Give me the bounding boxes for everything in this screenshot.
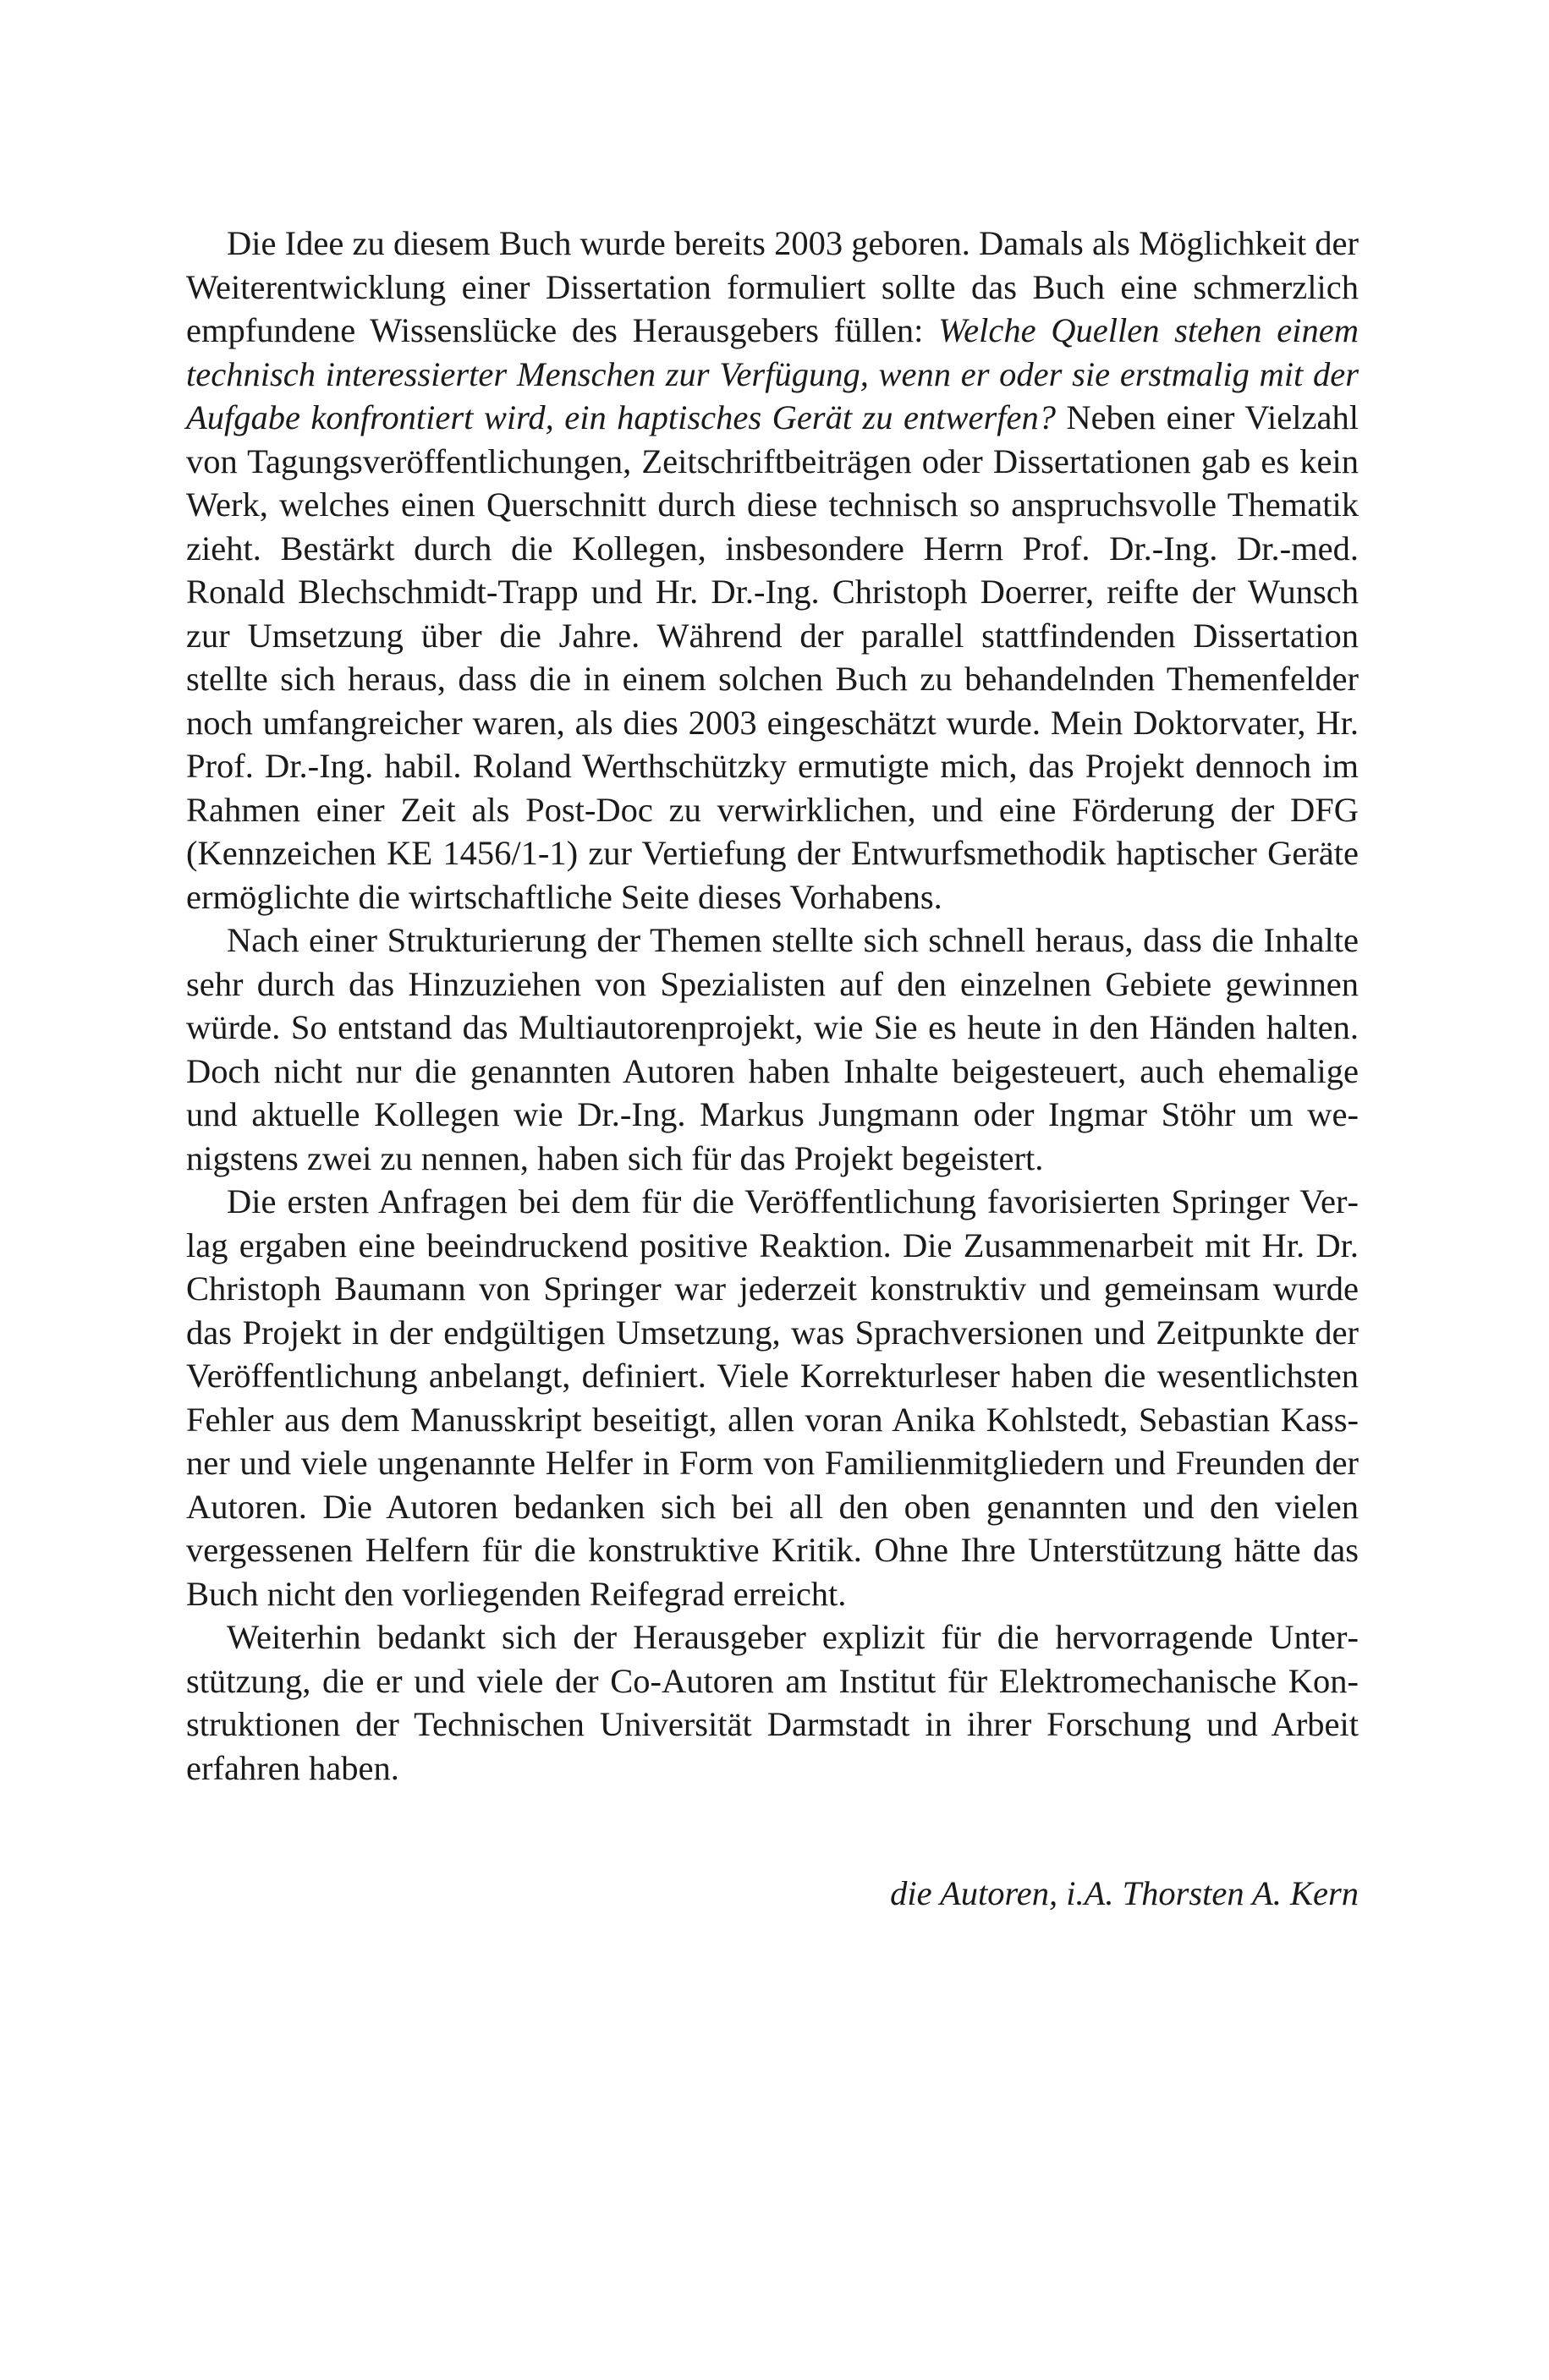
paragraph-1 [186,222,1359,919]
paragraph-4: Weiterhin bedankt sich der Herausgeber explizit für die hervorragende Unterstützung, die er und viele der Co-Autoren am Institut für Elektromechanische Konstruktionen der Technischen Universität Darmstadt in ihrer Forschung und Arbeit erfahren haben. [186,1618,1359,1787]
paragraph-1-emphasis: Welche Quellen stehen einem technisch interessierter Menschen zur Verfügung, wenn er oder sie erstmalig mit der Aufgabe konfrontiert wird, ein haptisches Gerät zu entwerfen? [186,311,1359,436]
signature: die Autoren, i.A. Thorsten A. Kern [890,1874,1359,1912]
preface-body [186,222,1359,1790]
paragraph-2: Nach einer Strukturierung der Themen stellte sich schnell heraus, dass die Inhalte sehr durch das Hinzuziehen von Spezialisten auf den einzelnen Gebiete gewinnen würde. So entstand das Multiautorenprojekt, wie Sie es heute in den Händen halten. Doch nicht nur die genannten Autoren haben Inhalte beigesteuert, auch ehemalige und aktuelle Kollegen wie Dr.-Ing. Markus Jungmann oder Ingmar Stöhr um wenigstens zwei zu nennen, haben sich für das Projekt begeistert. [186,921,1359,1177]
paragraph-1-text: Die Idee zu diesem Buch wurde bereits 2003 geboren. Damals als Möglichkeit der Weiterentwicklung einer Dissertation formuliert sollte das Buch eine schmerzlich empfundene Wissenslücke des Herausgebers füllen: [186,224,1359,349]
paragraph-1-continued: Neben einer Vielzahl von Tagungsveröffentlichungen, Zeitschriftbeiträgen oder Dissertationen gab es kein Werk, welches einen Querschnitt durch diese technisch so anspruchsvolle Thematik zieht. Bestärkt durch die Kollegen, insbesondere Herrn Prof. Dr.-Ing. Dr.-med. Ronald Blechschmidt-Trapp und Hr. Dr.-Ing. Christoph Doerrer, reifte der Wunsch zur Umsetzung über die Jahre. Während der parallel stattfindenden Dissertation stellte sich heraus, dass die in einem solchen Buch zu behandelnden Themenfelder noch umfangreicher waren, als dies 2003 eingeschätzt wurde. Mein Doktorvater, Hr. Prof. Dr.-Ing. habil. Roland Werthschützky ermutigte mich, das Projekt dennoch im Rahmen einer Zeit als Post-Doc zu verwirklichen, und eine Förderung der DFG (Kennzeichen KE 1456/1-1) zur Vertiefung der Entwurfsmethodik haptischer Geräte ermöglichte die wirtschaftliche Seite dieses Vorhabens. [186,398,1359,916]
paragraph-3: Die ersten Anfragen bei dem für die Veröffentlichung favorisierten Springer Verlag ergaben eine beeindruckend positive Reaktion. Die Zusammenarbeit mit Hr. Dr. Christoph Baumann von Springer war jederzeit konstruktiv und gemeinsam wurde das Projekt in der endgültigen Umsetzung, was Sprachversionen und Zeitpunkte der Veröffentlichung anbelangt, definiert. Viele Korrekturleser haben die wesentlichsten Fehler aus dem Manusskript beseitigt, allen voran Anika Kohlstedt, Sebastian Kassner und viele ungenannte Helfer in Form von Familienmitgliedern und Freunden der Autoren. Die Autoren bedanken sich bei all den oben genannten und den vielen vergessenen Helfern für die konstruktive Kritik. Ohne Ihre Unterstützung hätte das Buch nicht den vorliegenden Reifegrad erreicht. [186,1182,1359,1613]
